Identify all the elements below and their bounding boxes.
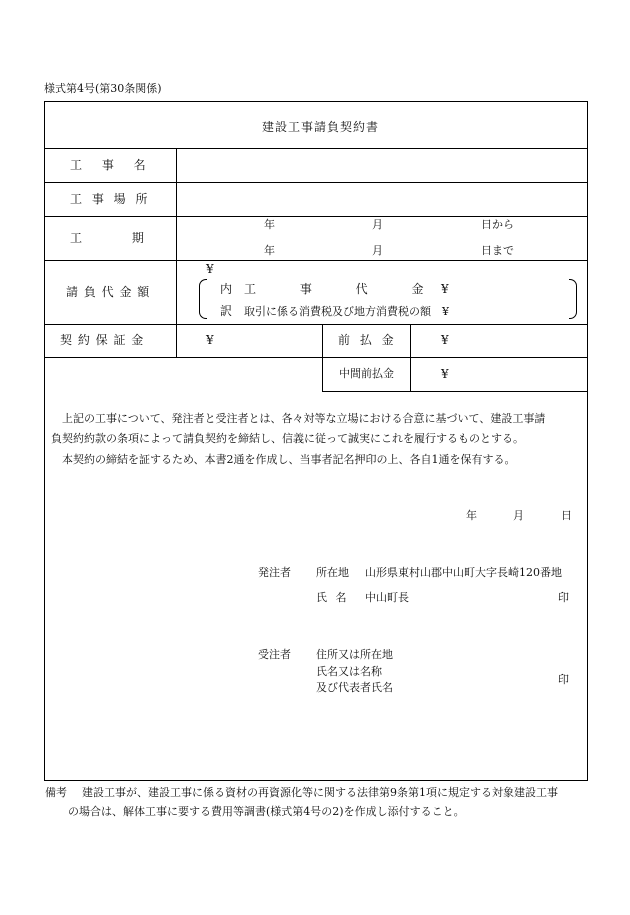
breakdown-construction-yen: ¥ (441, 282, 449, 296)
breakdown-construction-label: 工 事 代 金 (244, 282, 424, 296)
orderer-address-label: 所在地 (316, 566, 349, 579)
period-start-year: 年 (264, 218, 275, 231)
contractor-seal: 印 (558, 673, 569, 686)
grid-line (44, 260, 588, 261)
guarantee-label: 契 約 保 証 金 (60, 333, 144, 347)
orderer-address: 山形県東村山郡中山町大字長崎120番地 (365, 566, 562, 579)
grid-line (176, 148, 177, 357)
orderer-name-label: 氏 名 (316, 591, 347, 604)
period-end-month: 月 (372, 244, 383, 257)
grid-line (44, 357, 588, 358)
period-start-month: 月 (372, 218, 383, 231)
date-year: 年 (466, 509, 477, 522)
period-label: 工 期 (70, 231, 144, 245)
period-end-day: 日まで (481, 244, 514, 257)
grid-line (44, 324, 588, 325)
body-text-line: 負契約約款の条項によって請負契約を締結し、信義に従って誠実にこれを履行するものとする。 (51, 432, 524, 445)
breakdown-bracket-top: 内 (220, 282, 233, 296)
project-name-label: 工 事 名 (70, 158, 146, 172)
grid-line (44, 182, 588, 183)
form-number: 様式第4号(第30条関係) (44, 82, 162, 95)
orderer-name: 中山町長 (365, 591, 409, 604)
body-text-line: 上記の工事について、発注者と受注者とは、各々対等な立場における合意に基づいて、建設工事請 (62, 412, 546, 425)
date-day: 日 (561, 509, 572, 522)
contractor-name-label-2: 及び代表者氏名 (316, 681, 393, 694)
contract-amount-label: 請 負 代 金 額 (66, 285, 150, 299)
note-line: の場合は、解体工事に要する費用等調書(様式第4号の2)を作成し添付すること。 (68, 805, 465, 818)
period-start-day: 日から (481, 218, 514, 231)
period-end-year: 年 (264, 244, 275, 257)
contractor-role: 受注者 (258, 648, 291, 661)
grid-line (322, 324, 323, 391)
page-title: 建設工事請負契約書 (262, 120, 380, 134)
note-line: 建設工事が、建設工事に係る資材の再資源化等に関する法律第9条第1項に規定する対象建設工事 (82, 786, 558, 799)
date-month: 月 (513, 509, 524, 522)
guarantee-yen: ¥ (206, 333, 214, 347)
breakdown-tax-label: 取引に係る消費税及び地方消費税の額 (244, 305, 431, 318)
contractor-name-label-1: 氏名又は名称 (316, 665, 382, 678)
body-text-line: 本契約の締結を証するため、本書2通を作成し、当事者記名押印の上、各自1通を保有する。 (62, 453, 516, 466)
breakdown-bracket-bottom: 訳 (220, 304, 233, 318)
grid-line (410, 324, 411, 391)
breakdown-bracket-right (569, 279, 577, 319)
grid-line (44, 148, 588, 149)
contract-amount-yen: ¥ (206, 262, 214, 276)
note-label: 備考 (45, 786, 67, 799)
grid-line (322, 391, 588, 392)
breakdown-bracket-left (199, 279, 207, 319)
interim-advance-yen: ¥ (441, 367, 449, 381)
interim-advance-label: 中間前払金 (339, 367, 394, 380)
advance-yen: ¥ (441, 333, 449, 347)
orderer-seal: 印 (558, 591, 569, 604)
advance-label: 前 払 金 (338, 333, 394, 347)
breakdown-tax-yen: ¥ (442, 305, 449, 318)
grid-line (44, 216, 588, 217)
site-label: 工 事 場 所 (70, 192, 148, 206)
contractor-address-label: 住所又は所在地 (316, 648, 393, 661)
orderer-role: 発注者 (258, 566, 291, 579)
